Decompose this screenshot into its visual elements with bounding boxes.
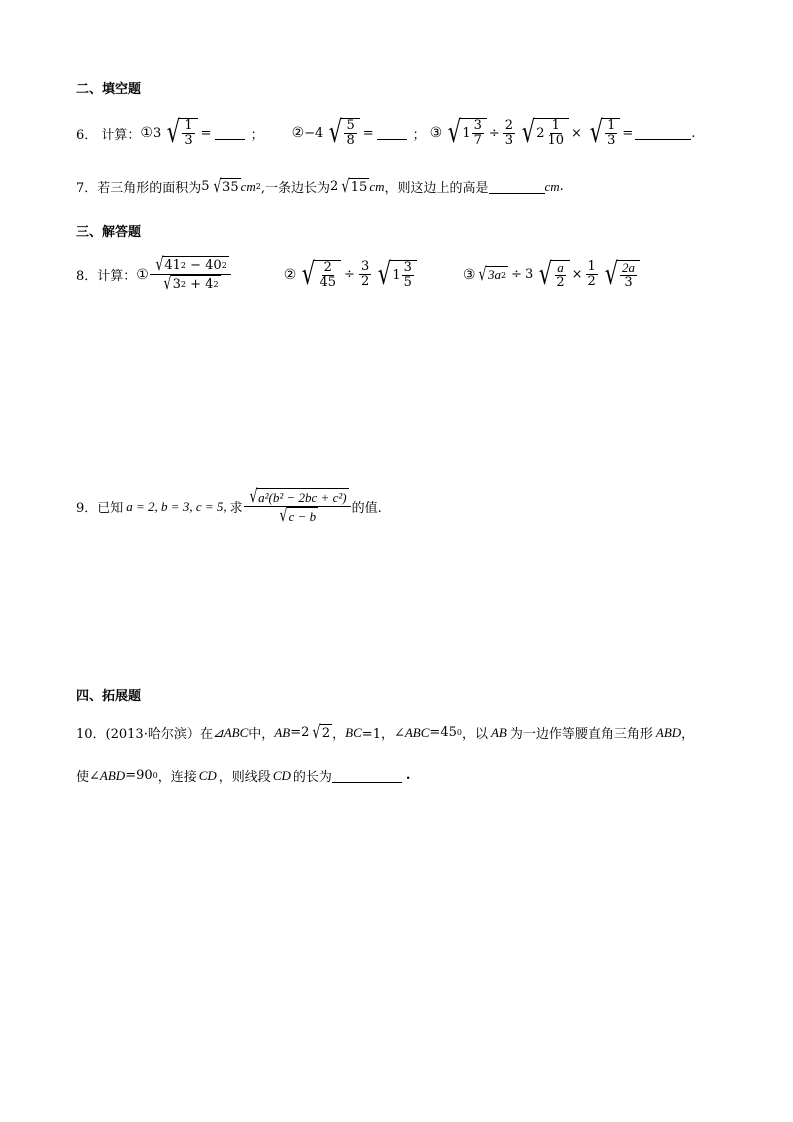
area-radical: √ 35 [213,175,239,197]
answer-blank-7[interactable] [489,180,545,194]
fraction: $\frac{1}{3}$ [184,118,193,148]
degree-sup: 0 [152,771,158,780]
answer-blank-6-1[interactable] [215,126,245,140]
segment-cd: CD [198,767,217,783]
radical-sign-icon: √ [166,115,181,150]
segment-cd: CD [272,767,291,783]
q10-text: 中， [248,727,275,742]
question-10-line-2 [76,766,410,785]
q6-part3-radical-1: √ 1 $\frac{3}{7}$ [442,118,487,148]
coef: 3 [524,267,534,282]
radical-sign-icon: √ [521,115,536,150]
q6-part3-radical-2: √ 2 $\frac{1}{10}$ [516,118,569,148]
area-exponent: 2 [255,182,261,191]
q6-part2-coef: −4 [304,125,324,141]
q8-part3-radical-1: √ 3a 2 [478,263,507,285]
triangle-abc: ⊿ABC [212,724,249,740]
question-8 [76,256,640,293]
denominator-radical: √ 3 2 + 4 2 [163,273,219,294]
question-9-label: 9．已知 [76,501,124,516]
circled-one: ① [140,125,153,141]
numerator-radical: √ a²(b² − 2bc + c²) [249,486,347,507]
radical-sign-icon: √ [279,505,288,526]
radical-sign-icon: √ [604,256,618,292]
radical-sign-icon: √ [341,175,350,197]
ab-coef: 2 [301,725,310,740]
fraction: $\frac{2}{3}$ [504,117,514,148]
radical-sign-icon: √ [589,115,604,150]
height-unit: cm [544,178,560,194]
divide-sign: ÷ [511,267,522,282]
angle-value: =90 [125,768,153,783]
question-6 [76,115,696,150]
q8-part1-fraction [150,256,231,293]
period: . [691,125,696,141]
radical-sign-icon: √ [213,175,222,197]
question-7-mid: ,一条边长为 [260,181,330,196]
radical-sign-icon: √ [377,256,392,292]
angle-value: =45 [429,725,457,740]
equals: = [622,125,634,141]
answer-blank-10[interactable] [332,769,402,783]
q10-text: 10．(2013·哈尔滨）在 [76,727,213,742]
circled-two: ② [291,125,305,141]
q6-part1-coef: 3 [152,125,162,141]
radical-sign-icon: √ [302,256,316,292]
equals: = [290,725,302,740]
q10-text: ， [681,727,695,742]
radical-sign-icon: √ [447,115,462,150]
question-9-suffix: 的值. [351,501,382,516]
area-unit: cm [240,178,256,194]
q10-text: ， [332,727,346,742]
answer-blank-6-3[interactable] [635,126,691,140]
side-radical: √ 15 [341,175,368,197]
q6-part1-radical [161,115,197,150]
q10-text: 为一边作等腰直角三角形 [509,727,653,742]
q8-part3-radical-2: √ $\frac{a}{2}$ [533,260,569,290]
numerator-radical: √ 41 2 − 40 2 [155,254,227,275]
side-unit: cm [369,178,385,194]
q8-part3-radical-3: √ $\frac{2a}{3}$ [599,260,640,290]
q10-text: ，则线段 [218,770,271,785]
angle-abd: ∠ABD [89,767,126,783]
side-coef: 2 [330,179,339,194]
q8-part2-radical-1: √ $\frac{2}{45}$ [296,260,341,290]
section-title-fill-in: 二、填空题 [76,82,142,97]
radical-sign-icon: √ [155,254,164,275]
segment-ab: AB [274,724,291,740]
radical-sign-icon: √ [329,115,343,150]
angle-abc: ∠ABC [393,724,430,740]
circled-three: ③ [429,125,443,141]
q8-part2-radical-2: √ 1 $\frac{3}{5}$ [372,260,417,290]
fraction: $\frac{5}{8}$ [346,118,355,148]
question-7-suffix: ，则这边上的高是 [384,181,489,196]
period: . [405,768,411,783]
question-7-prefix: 7．若三角形的面积为 [76,181,202,196]
q10-text: 使 [76,770,90,785]
times-sign: × [571,125,582,141]
answer-blank-6-2[interactable] [377,126,407,140]
separator: ； [412,127,426,143]
question-10-line-1 [76,723,694,742]
denominator-radical: √ c − b [279,505,317,526]
circled-two: ② [283,266,297,283]
section-title-extension: 四、拓展题 [76,689,142,704]
radical-sign-icon: √ [312,721,321,743]
equals: = [362,125,374,141]
seek-text: 求 [229,501,243,516]
ab-radical: √ 2 [312,721,331,743]
degree-sup: 0 [456,728,462,737]
q6-part3-radical-3: √ $\frac{1}{3}$ [584,118,620,148]
q10-text: ，连接 [157,770,197,785]
radical-sign-icon: √ [163,273,172,294]
triangle-abd: ABD [655,724,682,740]
circled-one: ① [136,266,149,283]
question-8-label: 8．计算： [76,269,137,284]
question-6-label: 6． 计算： [76,127,141,143]
divide-sign: ÷ [344,267,355,282]
given-values: a = 2, b = 3, c = 5, [126,498,227,514]
circled-three: ③ [462,266,476,283]
q10-text: ，以 [461,727,488,742]
section-title-solve: 三、解答题 [76,225,142,240]
q9-fraction [244,488,351,525]
fraction: $\frac{3}{2}$ [360,259,370,289]
radical-sign-icon: √ [478,263,487,285]
equals: = [200,125,212,141]
radical-sign-icon: √ [538,256,553,292]
times-sign: × [571,267,583,282]
area-coef: 5 [201,179,210,194]
segment-bc: BC [345,724,362,740]
radical-sign-icon: √ [249,486,258,507]
q6-part2-radical [323,115,359,150]
question-7 [76,177,564,196]
separator: ； [250,127,264,143]
q10-text: 的长为 [292,770,332,785]
fraction: $\frac{1}{2}$ [587,259,596,289]
period: . [559,179,564,194]
bc-value: =1， [361,727,394,742]
segment-ab: AB [490,724,507,740]
question-9 [76,488,382,525]
divide-sign: ÷ [488,125,500,141]
